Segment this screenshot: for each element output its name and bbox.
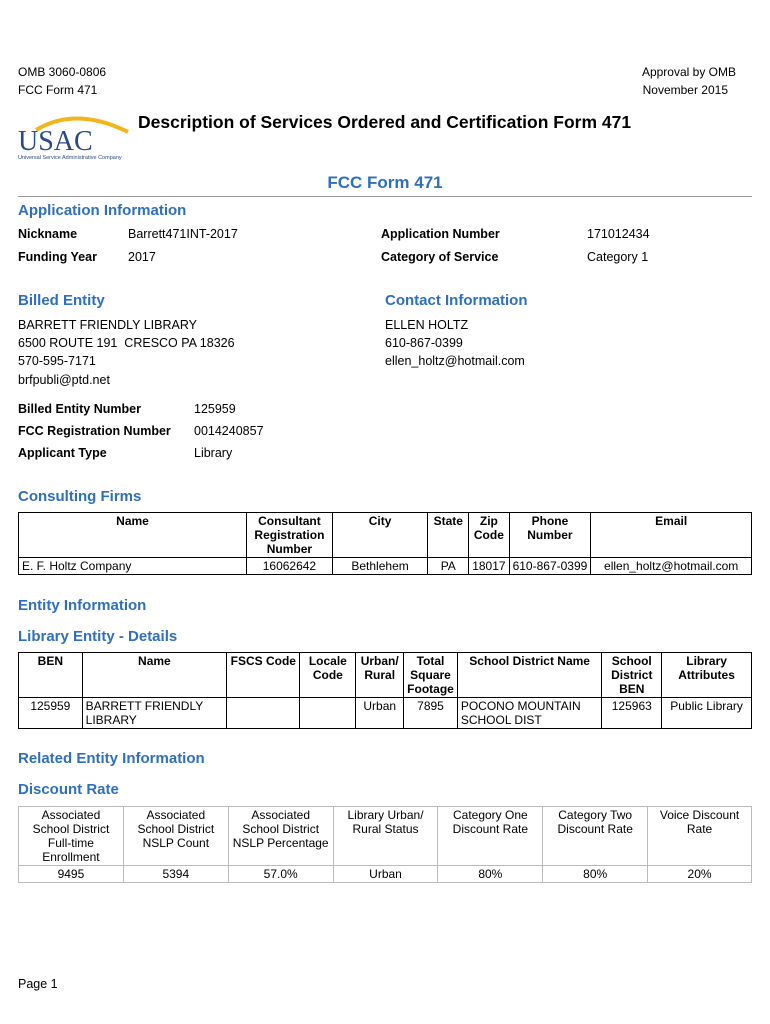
column-header: Category One Discount Rate — [438, 807, 543, 866]
consulting-table — [18, 512, 752, 575]
table-cell: 7895 — [404, 698, 458, 729]
column-header: Library Urban/ Rural Status — [333, 807, 438, 866]
table-row — [19, 558, 752, 575]
divider — [18, 196, 752, 197]
column-header: Phone Number — [509, 513, 591, 558]
nickname-value: Barrett471INT-2017 — [128, 227, 238, 241]
library-entity-table — [18, 652, 752, 729]
table-cell: Urban — [333, 866, 438, 883]
column-header: Urban/ Rural — [356, 653, 404, 698]
table-cell: Bethlehem — [332, 558, 427, 575]
table-cell: ellen_holtz@hotmail.com — [591, 558, 752, 575]
column-header: Associated School District Full-time Enrollment — [19, 807, 124, 866]
application-heading: Application Information — [18, 202, 187, 219]
billed-entity-name: BARRETT FRIENDLY LIBRARY — [18, 318, 197, 332]
entity-info-heading: Entity Information — [18, 597, 147, 614]
billed-entity-email: brfpubli@ptd.net — [18, 373, 110, 387]
column-header: Library Attributes — [662, 653, 752, 698]
funding-year-label: Funding Year — [18, 250, 97, 264]
ben-label: Billed Entity Number — [18, 402, 141, 416]
approval-label: Approval by OMB — [641, 65, 736, 79]
table-cell: Public Library — [662, 698, 752, 729]
app-number-label: Application Number — [381, 227, 500, 241]
applicant-type-value: Library — [194, 446, 233, 460]
column-header: School District BEN — [602, 653, 662, 698]
omb-number: OMB 3060-0806 — [18, 65, 107, 79]
column-header: Email — [591, 513, 752, 558]
table-cell — [227, 698, 300, 729]
table-cell: E. F. Holtz Company — [19, 558, 247, 575]
billed-entity-heading: Billed Entity — [18, 292, 105, 309]
usac-logo-text: USAC — [18, 126, 93, 157]
table-row — [19, 698, 752, 729]
table-cell: 80% — [543, 866, 648, 883]
column-header: Total Square Footage — [404, 653, 458, 698]
discount-heading: Discount Rate — [18, 781, 119, 798]
discount-table — [18, 806, 752, 883]
form-number: FCC Form 471 — [18, 83, 98, 97]
table-cell: 20% — [648, 866, 752, 883]
category-label: Category of Service — [381, 250, 499, 264]
column-header: City — [332, 513, 427, 558]
table-cell: 610-867-0399 — [509, 558, 591, 575]
fcc-reg-label: FCC Registration Number — [18, 424, 171, 438]
column-header: Zip Code — [469, 513, 509, 558]
contact-name: ELLEN HOLTZ — [385, 318, 469, 332]
billed-entity-address: 6500 ROUTE 191 CRESCO PA 18326 — [18, 336, 235, 350]
nickname-label: Nickname — [18, 227, 78, 241]
column-header: Name — [19, 513, 247, 558]
table-cell: 9495 — [19, 866, 124, 883]
table-row — [19, 866, 752, 883]
table-cell: 125959 — [19, 698, 83, 729]
table-cell: Urban — [356, 698, 404, 729]
table-cell: 18017 — [469, 558, 509, 575]
fcc-reg-value: 0014240857 — [194, 424, 264, 438]
table-cell: BARRETT FRIENDLY LIBRARY — [82, 698, 226, 729]
contact-heading: Contact Information — [385, 292, 528, 309]
page-number: Page 1 — [18, 977, 58, 991]
column-header: Voice Discount Rate — [648, 807, 752, 866]
svg-text:Universal Service Administrati: Universal Service Administrative Company — [18, 155, 122, 161]
funding-year-value: 2017 — [128, 250, 156, 264]
form-subtitle: FCC Form 471 — [327, 173, 443, 192]
category-value: Category 1 — [587, 250, 649, 264]
column-header: FSCS Code — [227, 653, 300, 698]
app-number-value: 171012434 — [587, 227, 650, 241]
table-cell — [300, 698, 356, 729]
column-header: BEN — [19, 653, 83, 698]
column-header: Associated School District NSLP Count — [123, 807, 228, 866]
column-header: Locale Code — [300, 653, 356, 698]
column-header: School District Name — [457, 653, 602, 698]
billed-entity-phone: 570-595-7171 — [18, 354, 96, 368]
table-cell: PA — [428, 558, 469, 575]
library-entity-heading: Library Entity - Details — [18, 628, 178, 645]
table-header-row — [19, 807, 752, 866]
contact-phone: 610-867-0399 — [385, 336, 463, 350]
table-cell: 16062642 — [247, 558, 333, 575]
column-header: Consultant Registration Number — [247, 513, 333, 558]
table-header-row — [19, 653, 752, 698]
table-cell: 57.0% — [228, 866, 333, 883]
page-title: Description of Services Ordered and Certification Form 471 — [138, 112, 632, 132]
related-entity-heading: Related Entity Information — [18, 750, 205, 767]
usac-logo-graphic — [16, 112, 136, 164]
column-header: Category Two Discount Rate — [543, 807, 648, 866]
contact-email: ellen_holtz@hotmail.com — [385, 354, 525, 368]
table-cell: 80% — [438, 866, 543, 883]
applicant-type-label: Applicant Type — [18, 446, 107, 460]
table-cell: 125963 — [602, 698, 662, 729]
consulting-heading: Consulting Firms — [18, 488, 142, 505]
column-header: State — [428, 513, 469, 558]
table-header-row — [19, 513, 752, 558]
table-cell: POCONO MOUNTAIN SCHOOL DIST — [457, 698, 602, 729]
ben-value: 125959 — [194, 402, 236, 416]
approval-date: November 2015 — [642, 83, 728, 97]
column-header: Associated School District NSLP Percentage — [228, 807, 333, 866]
table-cell: 5394 — [123, 866, 228, 883]
usac-logo — [16, 112, 136, 164]
column-header: Name — [82, 653, 226, 698]
